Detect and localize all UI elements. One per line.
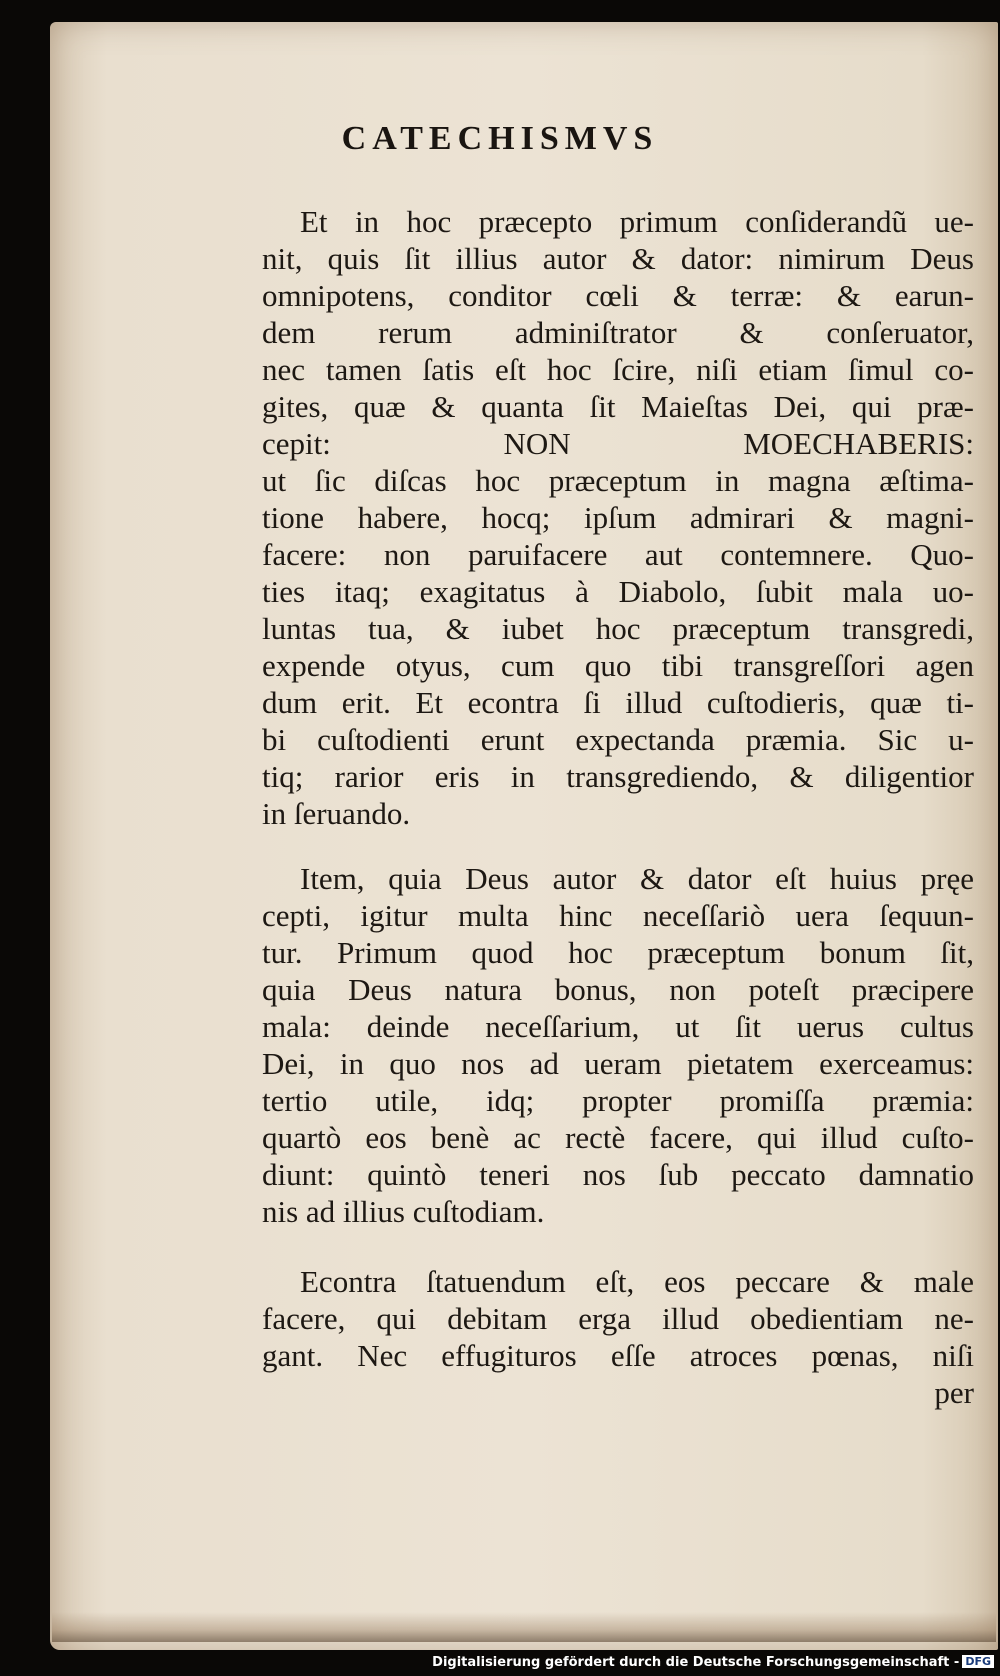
text-line: quia Deus natura bonus, non poteſt præcipere (262, 972, 974, 1007)
text-line: diunt: quintò teneri nos ſub peccato damnatio (262, 1157, 974, 1192)
text-line: gites, quæ & quanta ſit Maieſtas Dei, qui præ- (262, 389, 974, 424)
page-edge-shadow (52, 1612, 996, 1642)
paragraph-2 (262, 860, 974, 1230)
text-line: Dei, in quo nos ad ueram pietatem exerceamus: (262, 1046, 974, 1081)
digitization-footer (0, 1655, 994, 1670)
text-line: expende otyus, cum quo tibi transgreſſori agen (262, 648, 974, 683)
text-line: Item, quia Deus autor & dator eſt huius pręe (300, 861, 974, 896)
text-line: gant. Nec effugituros eſſe atroces pœnas, niſi (262, 1338, 974, 1373)
text-line: luntas tua, & iubet hoc præceptum transgredi, (262, 611, 974, 646)
catchword: per (934, 1375, 974, 1410)
text-line: omnipotens, conditor cœli & terræ: & earun- (262, 278, 974, 313)
text-line: ut ſic diſcas hoc præceptum in magna æſtima- (262, 463, 974, 498)
digitization-notice: Digitalisierung gefördert durch die Deutsche Forschungsgemeinschaft - (432, 1655, 960, 1670)
text-line: facere, qui debitam erga illud obedientiam ne- (262, 1301, 974, 1336)
text-line: mala: deinde neceſſarium, ut ſit uerus cultus (262, 1009, 974, 1044)
text-line: nis ad illius cuſtodiam. (262, 1194, 545, 1229)
text-line: dem rerum adminiſtrator & conſeruator, (262, 315, 974, 350)
text-line: Et in hoc præcepto primum conſiderandũ ue- (300, 204, 974, 239)
text-line: tur. Primum quod hoc præceptum bonum ſit, (262, 935, 974, 970)
text-line: tertio utile, idq; propter promiſſa præmia: (262, 1083, 974, 1118)
text-line: cepti, igitur multa hinc neceſſariò uera ſequun- (262, 898, 974, 933)
text-line: tione habere, hocq; ipſum admirari & magni- (262, 500, 974, 535)
text-line: bi cuſtodienti erunt expectanda præmia. Sic u- (262, 722, 974, 757)
paragraph-1 (262, 203, 974, 832)
text-line: dum erit. Et econtra ſi illud cuſtodieris, quæ ti- (262, 685, 974, 720)
text-line: nit, quis ſit illius autor & dator: nimirum Deus (262, 241, 974, 276)
dfg-logo-badge: DFG (962, 1655, 994, 1668)
text-line: quartò eos benè ac rectè facere, qui illud cuſto- (262, 1120, 974, 1155)
text-line: facere: non paruifacere aut contemnere. Quo- (262, 537, 974, 572)
running-title: CATECHISMVS (341, 120, 659, 157)
text-line: tiq; rarior eris in transgrediendo, & diligentior (262, 759, 974, 794)
text-line: nec tamen ſatis eſt hoc ſcire, niſi etiam ſimul co- (262, 352, 974, 387)
paragraph-3 (262, 1263, 974, 1411)
text-line: Econtra ſtatuendum eſt, eos peccare & male (300, 1264, 974, 1299)
text-line: in ſeruando. (262, 796, 411, 831)
text-line: cepit: NON MOECHABERIS: (262, 426, 974, 461)
text-line: ties itaq; exagitatus à Diabolo, ſubit mala uo- (262, 574, 974, 609)
